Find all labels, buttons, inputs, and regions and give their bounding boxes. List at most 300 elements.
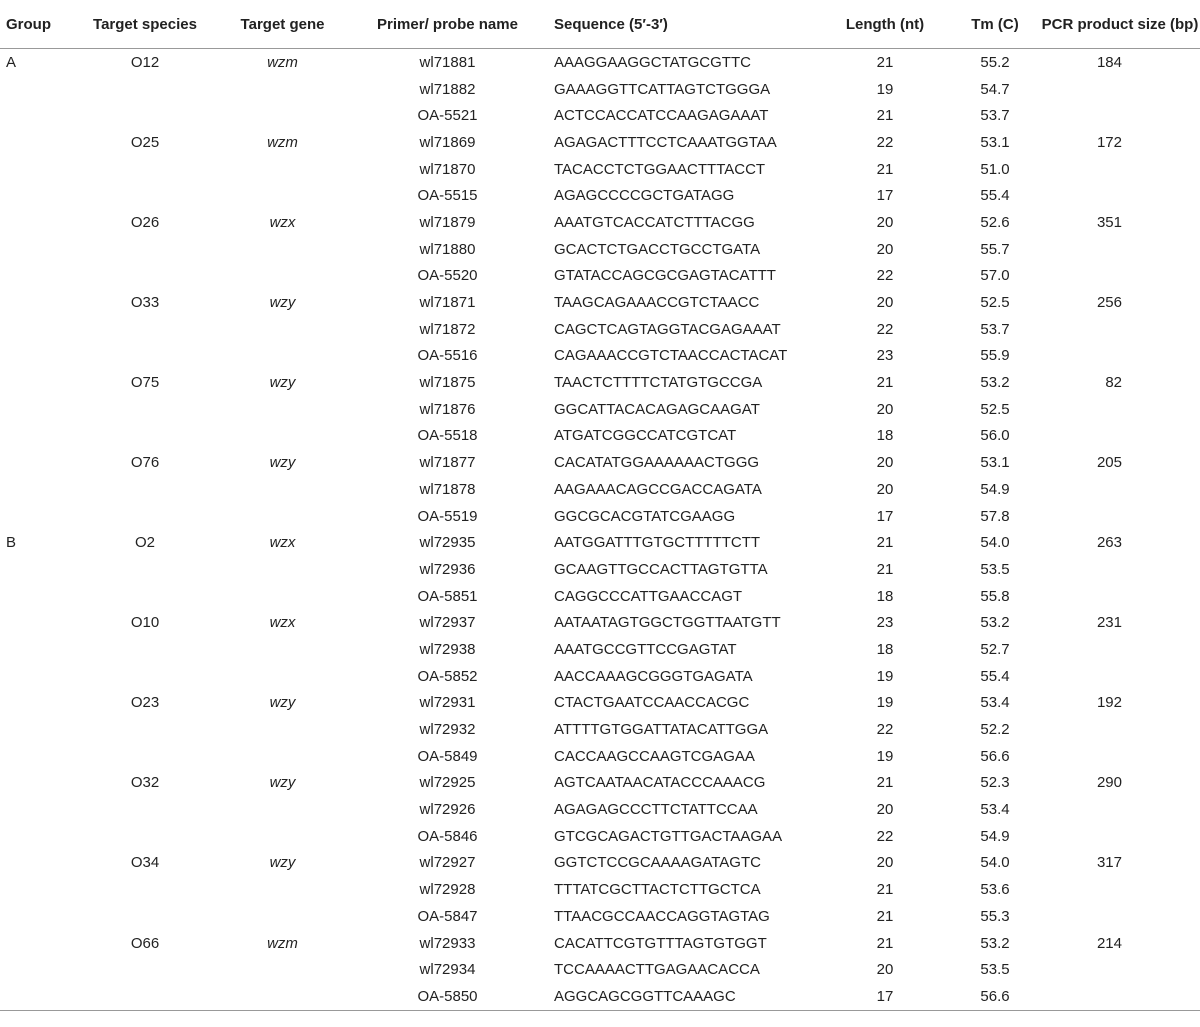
table-row — [0, 263, 1200, 290]
length-cell: 20 — [876, 480, 894, 498]
length-cell: 21 — [876, 774, 894, 792]
tm-cell: 55.2 — [980, 53, 1010, 71]
tm-cell: 53.2 — [980, 934, 1010, 952]
sequence-cell: AGAGACTTTCCTCAAATGGTAA — [554, 133, 777, 151]
target-gene-cell — [215, 716, 350, 743]
target-species-cell: O2 — [134, 534, 155, 552]
pcr-size-cell — [1040, 396, 1200, 423]
primer-name-cell: wl72932 — [419, 721, 476, 739]
primer-name-cell: OA-5518 — [417, 427, 478, 445]
target-gene-cell — [215, 556, 350, 583]
target-species-cell: O12 — [130, 53, 160, 71]
length-cell: 21 — [876, 107, 894, 125]
header-row — [0, 0, 1200, 49]
length-cell: 23 — [876, 347, 894, 365]
sequence-cell: AAATGTCACCATCTTTACGG — [554, 213, 755, 231]
tm-cell: 54.0 — [980, 534, 1010, 552]
pcr-size-cell — [1040, 182, 1200, 209]
length-cell: 18 — [876, 587, 894, 605]
target-species-cell — [75, 396, 215, 423]
pcr-size-cell: 317 — [1096, 854, 1122, 872]
length-cell: 20 — [876, 400, 894, 418]
sequence-cell: AGGCAGCGGTTCAAAGC — [545, 983, 820, 1010]
length-cell: 17 — [820, 983, 950, 1010]
primer-name-cell: wl72925 — [419, 774, 476, 792]
target-species-cell — [75, 556, 215, 583]
pcr-size-cell — [1040, 343, 1200, 370]
pcr-size-cell — [1040, 102, 1200, 129]
tm-cell: 52.5 — [980, 294, 1010, 312]
primer-name-cell: OA-5852 — [417, 667, 478, 685]
target-gene-cell — [215, 743, 350, 770]
target-gene-cell — [215, 636, 350, 663]
length-cell: 22 — [876, 721, 894, 739]
sequence-cell: CAGAAACCGTCTAACCACTACAT — [554, 347, 788, 365]
table-row — [0, 102, 1200, 129]
tm-cell: 55.4 — [980, 667, 1010, 685]
sequence-cell: CAGGCCCATTGAACCAGT — [554, 587, 743, 605]
tm-cell: 53.6 — [980, 881, 1010, 899]
primer-name-cell: wl71879 — [419, 213, 476, 231]
sequence-cell: TAAGCAGAAACCGTCTAACC — [554, 294, 760, 312]
target-gene-cell — [215, 263, 350, 290]
group-cell — [0, 449, 75, 476]
primer-name-cell: wl71869 — [419, 133, 476, 151]
group-cell — [0, 556, 75, 583]
primer-name-cell: wl71881 — [419, 53, 476, 71]
pcr-size-cell — [1040, 263, 1200, 290]
group-cell — [0, 263, 75, 290]
primer-name-cell: wl72928 — [419, 881, 476, 899]
pcr-size-cell: 82 — [1105, 374, 1122, 392]
length-cell: 21 — [876, 907, 894, 925]
table-row — [0, 423, 1200, 450]
sequence-cell: TCCAAAACTTGAGAACACCA — [554, 961, 760, 979]
header-target-gene: Target gene — [215, 0, 350, 49]
tm-cell: 55.3 — [980, 907, 1010, 925]
primer-name-cell: wl71878 — [419, 480, 476, 498]
target-species-cell: O66 — [130, 934, 160, 952]
target-gene-cell: wzx — [269, 534, 296, 552]
target-gene-cell: wzm — [267, 53, 298, 71]
group-cell — [0, 609, 75, 636]
sequence-cell: AATGGATTTGTGCTTTTTCTT — [554, 534, 761, 552]
group-cell — [0, 876, 75, 903]
sequence-cell: GTCGCAGACTGTTGACTAAGAA — [554, 827, 783, 845]
group-cell — [0, 209, 75, 236]
sequence-cell: CTACTGAATCCAACCACGC — [554, 694, 750, 712]
target-species-cell — [75, 956, 215, 983]
tm-cell: 55.9 — [980, 347, 1010, 365]
target-species-cell — [75, 76, 215, 103]
length-cell: 19 — [876, 667, 894, 685]
target-gene-cell — [215, 583, 350, 610]
group-cell: A — [6, 53, 17, 71]
tm-cell: 51.0 — [980, 160, 1010, 178]
pcr-size-cell: 351 — [1096, 213, 1122, 231]
length-cell: 20 — [876, 454, 894, 472]
target-species-cell — [75, 476, 215, 503]
pcr-size-cell: 214 — [1096, 934, 1122, 952]
sequence-cell: GGCGCACGTATCGAAGG — [554, 507, 736, 525]
group-cell — [0, 663, 75, 690]
tm-cell: 54.9 — [980, 827, 1010, 845]
table-row — [0, 449, 1200, 476]
pcr-size-cell: 231 — [1096, 614, 1122, 632]
primer-name-cell: wl72936 — [419, 560, 476, 578]
primer-name-cell: wl71880 — [419, 240, 476, 258]
sequence-cell: TACACCTCTGGAACTTTACCT — [554, 160, 766, 178]
length-cell: 21 — [876, 160, 894, 178]
pcr-size-cell — [1040, 796, 1200, 823]
group-cell — [0, 503, 75, 530]
primer-name-cell: OA-5850 — [350, 983, 545, 1010]
sequence-cell: AGTCAATAACATACCCAAACG — [554, 774, 766, 792]
tm-cell: 53.2 — [980, 374, 1010, 392]
tm-cell: 52.3 — [980, 774, 1010, 792]
primer-name-cell: OA-5519 — [417, 507, 478, 525]
table-row — [0, 636, 1200, 663]
target-species-cell: O76 — [130, 454, 160, 472]
sequence-cell: AGAGCCCCGCTGATAGG — [554, 187, 735, 205]
target-gene-cell — [215, 503, 350, 530]
length-cell: 21 — [876, 374, 894, 392]
sequence-cell: ATTTTGTGGATTATACATTGGA — [554, 721, 769, 739]
primer-name-cell: wl71877 — [419, 454, 476, 472]
table-row — [0, 369, 1200, 396]
primer-name-cell: wl72934 — [419, 961, 476, 979]
length-cell: 22 — [876, 133, 894, 151]
target-gene-cell — [215, 343, 350, 370]
group-cell — [0, 156, 75, 183]
table-row — [0, 583, 1200, 610]
group-cell — [0, 129, 75, 156]
sequence-cell: GAAAGGTTCATTAGTCTGGGA — [554, 80, 771, 98]
pcr-size-cell: 263 — [1096, 534, 1122, 552]
sequence-cell: CACATATGGAAAAAACTGGG — [554, 454, 760, 472]
tm-cell: 53.7 — [980, 320, 1010, 338]
target-gene-cell: wzm — [267, 133, 298, 151]
table-row — [0, 476, 1200, 503]
pcr-size-cell: 256 — [1096, 294, 1122, 312]
group-cell — [0, 930, 75, 957]
length-cell: 18 — [876, 427, 894, 445]
tm-cell: 57.8 — [980, 507, 1010, 525]
group-cell — [0, 182, 75, 209]
group-cell — [0, 636, 75, 663]
table-row — [0, 663, 1200, 690]
target-gene-cell: wzy — [269, 774, 296, 792]
pcr-size-cell: 290 — [1096, 774, 1122, 792]
target-gene-cell — [215, 316, 350, 343]
target-species-cell — [75, 716, 215, 743]
length-cell: 19 — [876, 80, 894, 98]
target-gene-cell — [215, 876, 350, 903]
length-cell: 22 — [876, 827, 894, 845]
target-species-cell — [75, 156, 215, 183]
group-cell — [0, 343, 75, 370]
table-row — [0, 850, 1200, 877]
table-row — [0, 690, 1200, 717]
length-cell: 20 — [876, 854, 894, 872]
primer-name-cell: OA-5520 — [417, 267, 478, 285]
target-species-cell — [75, 182, 215, 209]
tm-cell: 57.0 — [980, 267, 1010, 285]
table-row — [0, 609, 1200, 636]
tm-cell: 53.5 — [980, 560, 1010, 578]
target-gene-cell: wzx — [269, 213, 296, 231]
pcr-size-cell — [1040, 716, 1200, 743]
pcr-size-cell: 184 — [1096, 53, 1122, 71]
target-gene-cell: wzy — [269, 294, 296, 312]
target-gene-cell: wzy — [269, 454, 296, 472]
tm-cell: 55.8 — [980, 587, 1010, 605]
pcr-size-cell — [1040, 316, 1200, 343]
target-species-cell — [75, 823, 215, 850]
target-species-cell — [75, 316, 215, 343]
length-cell: 20 — [876, 801, 894, 819]
target-gene-cell — [215, 182, 350, 209]
pcr-size-cell — [1040, 556, 1200, 583]
target-species-cell — [75, 583, 215, 610]
table-row — [0, 209, 1200, 236]
table-row — [0, 182, 1200, 209]
tm-cell: 53.1 — [980, 454, 1010, 472]
pcr-size-cell — [1040, 956, 1200, 983]
primer-name-cell: wl72931 — [419, 694, 476, 712]
target-species-cell — [75, 903, 215, 930]
tm-cell: 54.9 — [980, 480, 1010, 498]
header-pcr-product-size: PCR product size (bp) — [1040, 0, 1200, 49]
length-cell: 21 — [876, 560, 894, 578]
target-gene-cell: wzy — [269, 694, 296, 712]
length-cell: 21 — [876, 934, 894, 952]
group-cell — [0, 690, 75, 717]
header-length: Length (nt) — [820, 0, 950, 49]
table-row — [0, 556, 1200, 583]
target-gene-cell — [215, 983, 350, 1010]
target-species-cell — [75, 102, 215, 129]
group-cell — [0, 316, 75, 343]
sequence-cell: TTAACGCCAACCAGGTAGTAG — [554, 907, 770, 925]
target-gene-cell — [215, 476, 350, 503]
pcr-size-cell — [1040, 423, 1200, 450]
tm-cell: 52.2 — [980, 721, 1010, 739]
group-cell — [0, 983, 75, 1010]
pcr-size-cell — [1040, 663, 1200, 690]
tm-cell: 56.0 — [980, 427, 1010, 445]
target-gene-cell — [215, 956, 350, 983]
target-gene-cell — [215, 396, 350, 423]
table-row — [0, 983, 1200, 1010]
length-cell: 18 — [876, 640, 894, 658]
pcr-size-cell — [1040, 76, 1200, 103]
target-species-cell: O25 — [130, 133, 160, 151]
sequence-cell: AAAGGAAGGCTATGCGTTC — [554, 53, 751, 71]
target-gene-cell: wzy — [269, 374, 296, 392]
target-species-cell: O33 — [130, 294, 160, 312]
target-species-cell — [75, 876, 215, 903]
table-row — [0, 956, 1200, 983]
tm-cell: 55.7 — [980, 240, 1010, 258]
group-cell — [0, 850, 75, 877]
target-species-cell: O26 — [130, 213, 160, 231]
group-cell — [0, 770, 75, 797]
tm-cell: 53.7 — [980, 107, 1010, 125]
table-row — [0, 743, 1200, 770]
pcr-size-cell — [1040, 503, 1200, 530]
pcr-size-cell — [1040, 823, 1200, 850]
primer-name-cell: wl72926 — [419, 801, 476, 819]
primer-name-cell: OA-5847 — [417, 907, 478, 925]
primer-name-cell: OA-5516 — [417, 347, 478, 365]
sequence-cell: GGTCTCCGCAAAAGATAGTC — [554, 854, 761, 872]
pcr-size-cell — [1040, 636, 1200, 663]
group-cell — [0, 396, 75, 423]
target-gene-cell — [215, 76, 350, 103]
pcr-size-cell — [1040, 876, 1200, 903]
target-species-cell — [75, 743, 215, 770]
pcr-size-cell — [1040, 583, 1200, 610]
tm-cell: 53.4 — [980, 801, 1010, 819]
group-cell — [0, 102, 75, 129]
target-species-cell — [75, 263, 215, 290]
sequence-cell: GTATACCAGCGCGAGTACATTT — [554, 267, 776, 285]
length-cell: 20 — [876, 961, 894, 979]
tm-cell: 52.7 — [980, 640, 1010, 658]
group-cell — [0, 716, 75, 743]
table-body — [0, 49, 1200, 1011]
tm-cell: 53.1 — [980, 133, 1010, 151]
sequence-cell: ATGATCGGCCATCGTCAT — [554, 427, 737, 445]
target-gene-cell: wzm — [267, 934, 298, 952]
table-row — [0, 903, 1200, 930]
target-gene-cell: wzy — [269, 854, 296, 872]
primer-name-cell: wl71882 — [419, 80, 476, 98]
sequence-cell: GCAAGTTGCCACTTAGTGTTA — [554, 560, 768, 578]
sequence-cell: TAACTCTTTTCTATGTGCCGA — [554, 374, 763, 392]
table-row — [0, 930, 1200, 957]
length-cell: 19 — [876, 694, 894, 712]
sequence-cell: AAGAAACAGCCGACCAGATA — [554, 480, 762, 498]
sequence-cell: CACATTCGTGTTTAGTGTGGT — [554, 934, 767, 952]
group-cell — [0, 76, 75, 103]
table-row — [0, 716, 1200, 743]
table-row — [0, 156, 1200, 183]
primer-name-cell: wl72927 — [419, 854, 476, 872]
primer-name-cell: OA-5846 — [417, 827, 478, 845]
table-row — [0, 316, 1200, 343]
group-cell — [0, 476, 75, 503]
table-row — [0, 129, 1200, 156]
length-cell: 20 — [876, 294, 894, 312]
group-cell: B — [6, 534, 17, 552]
target-species-cell — [75, 983, 215, 1010]
group-cell — [0, 903, 75, 930]
primer-name-cell: OA-5849 — [417, 747, 478, 765]
sequence-cell: GGCATTACACAGAGCAAGAT — [554, 400, 760, 418]
tm-cell: 53.4 — [980, 694, 1010, 712]
target-species-cell: O10 — [130, 614, 160, 632]
target-species-cell: O34 — [130, 854, 160, 872]
table-row — [0, 236, 1200, 263]
primer-name-cell: wl72938 — [419, 640, 476, 658]
tm-cell: 54.0 — [980, 854, 1010, 872]
primer-name-cell: wl72935 — [419, 534, 476, 552]
tm-cell: 54.7 — [980, 80, 1010, 98]
pcr-size-cell: 192 — [1096, 694, 1122, 712]
length-cell: 19 — [876, 747, 894, 765]
length-cell: 21 — [876, 881, 894, 899]
target-species-cell: O23 — [130, 694, 160, 712]
primer-name-cell: wl72937 — [419, 614, 476, 632]
pcr-size-cell — [1040, 156, 1200, 183]
group-cell — [0, 289, 75, 316]
sequence-cell: GCACTCTGACCTGCCTGATA — [554, 240, 761, 258]
group-cell — [0, 369, 75, 396]
group-cell — [0, 743, 75, 770]
length-cell: 23 — [876, 614, 894, 632]
table-row — [0, 343, 1200, 370]
sequence-cell: AACCAAAGCGGGTGAGATA — [554, 667, 753, 685]
primer-name-cell: OA-5851 — [417, 587, 478, 605]
table-row — [0, 49, 1200, 76]
target-species-cell — [75, 423, 215, 450]
primer-name-cell: OA-5521 — [417, 107, 478, 125]
length-cell: 21 — [876, 534, 894, 552]
primer-name-cell: wl71870 — [419, 160, 476, 178]
tm-cell: 56.6 — [980, 747, 1010, 765]
table-row — [0, 823, 1200, 850]
target-gene-cell: wzx — [269, 614, 296, 632]
pcr-size-cell: 172 — [1096, 133, 1122, 151]
sequence-cell: CAGCTCAGTAGGTACGAGAAAT — [554, 320, 781, 338]
primer-name-cell: wl71875 — [419, 374, 476, 392]
target-species-cell — [75, 236, 215, 263]
pcr-size-cell — [1040, 983, 1200, 1010]
sequence-cell: AGAGAGCCCTTCTATTCCAA — [554, 801, 758, 819]
target-gene-cell — [215, 663, 350, 690]
group-cell — [0, 796, 75, 823]
pcr-size-cell — [1040, 903, 1200, 930]
tm-cell: 52.6 — [980, 213, 1010, 231]
header-tm: Tm (C) — [950, 0, 1040, 49]
table-row — [0, 770, 1200, 797]
header-sequence: Sequence (5′-3′) — [545, 0, 820, 49]
target-species-cell — [75, 796, 215, 823]
tm-cell: 52.5 — [980, 400, 1010, 418]
length-cell: 22 — [876, 320, 894, 338]
target-species-cell — [75, 503, 215, 530]
table-row — [0, 76, 1200, 103]
target-gene-cell — [215, 796, 350, 823]
tm-cell: 53.2 — [980, 614, 1010, 632]
table-row — [0, 503, 1200, 530]
sequence-cell: AAATGCCGTTCCGAGTAT — [554, 640, 737, 658]
target-gene-cell — [215, 823, 350, 850]
sequence-cell: AATAATAGTGGCTGGTTAATGTT — [554, 614, 781, 632]
table-row — [0, 289, 1200, 316]
pcr-size-cell — [1040, 743, 1200, 770]
length-cell: 20 — [876, 213, 894, 231]
pcr-size-cell — [1040, 476, 1200, 503]
pcr-size-cell: 205 — [1096, 454, 1122, 472]
target-species-cell — [75, 663, 215, 690]
length-cell: 21 — [876, 53, 894, 71]
header-target-species: Target species — [75, 0, 215, 49]
header-primer-probe-name: Primer/ probe name — [350, 0, 545, 49]
group-cell — [0, 236, 75, 263]
